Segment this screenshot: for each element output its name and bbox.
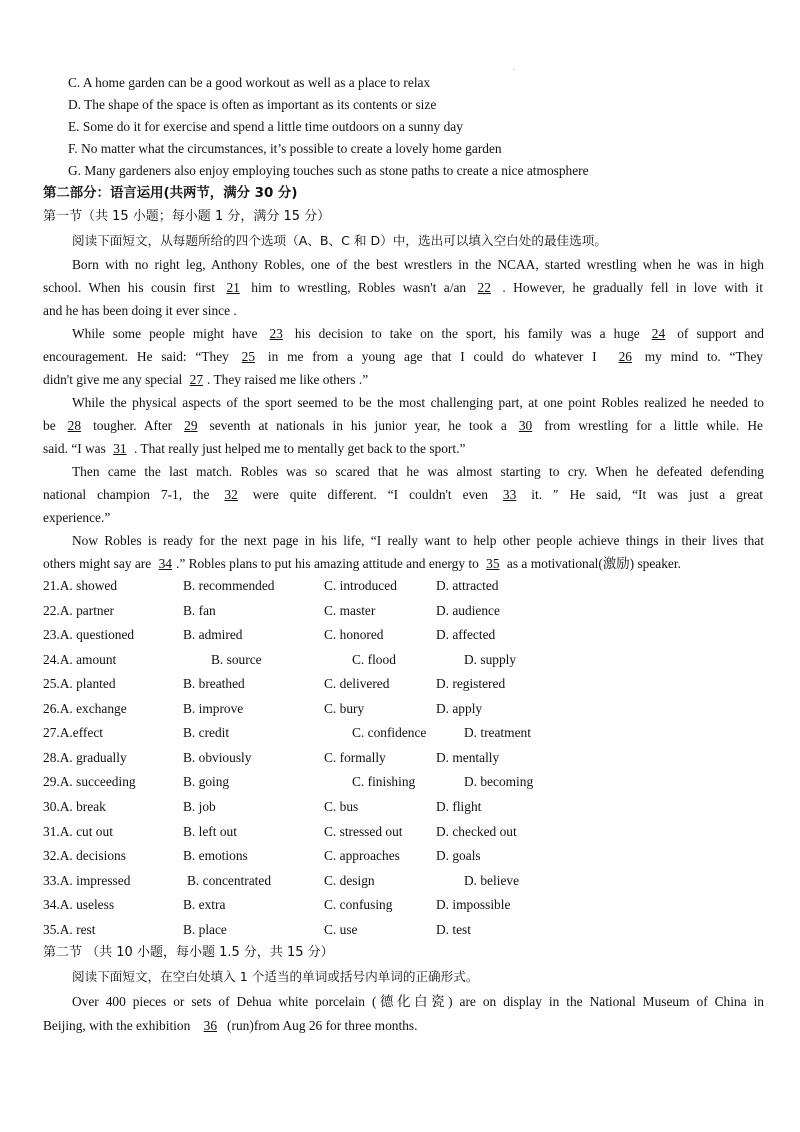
option-d: D. mentally (436, 749, 500, 765)
question-row (43, 577, 763, 595)
section2-title: 第二节 （共 10 小题，每小题 1.5 分，共 15 分） (43, 945, 334, 960)
option-a: 21.A. showed (43, 578, 118, 593)
option-d: D. flight (436, 798, 482, 814)
option-a: 27.A.effect (43, 725, 103, 741)
passage-line: experience.” (43, 510, 111, 525)
option-d: D. treatment (464, 725, 531, 741)
question-row (43, 896, 763, 914)
option-c: C. design (324, 872, 375, 888)
option-b: B. credit (183, 725, 230, 741)
blank-26: 26 (618, 349, 632, 364)
question-row (43, 749, 763, 767)
passage-line: encouragement. He said: “They 25 in me from a young age that I could do whatever I 26 my mind to. “They (43, 349, 763, 364)
passage-line: school. When his cousin first 21 him to wrestling, Robles wasn't a/an 22 . However, he gradually fell in love with it (43, 280, 763, 295)
option-a: 32.A. decisions (43, 848, 126, 864)
blank-22: 22 (477, 280, 491, 295)
question-row (43, 724, 763, 742)
passage-line: While the physical aspects of the sport seemed to be the most challenging part, at one point Robles realized he needed to (72, 395, 764, 410)
option-c: C. confusing (324, 897, 393, 913)
passage-line: Then came the last match. Robles was so scared that he was almost starting to cry. When he defeated defending (72, 464, 764, 479)
question-row (43, 700, 763, 718)
blank-23: 23 (269, 326, 283, 341)
question-row (43, 823, 763, 841)
blank-34: 34 (158, 556, 172, 571)
option-b: B. improve (183, 700, 244, 716)
passage-line: While some people might have 23 his decision to take on the sport, his family was a huge 24 of support and (72, 326, 764, 341)
option-b: B. admired (183, 627, 243, 643)
option-b: B. extra (183, 897, 226, 913)
option-d: D. believe (464, 872, 520, 888)
option-c: C. confidence (352, 725, 427, 741)
option-c: C. bury (324, 700, 365, 716)
option-b: B. fan (183, 602, 216, 618)
option-a: 29.A. succeeding (43, 774, 136, 790)
option-a: 26.A. exchange (43, 700, 127, 716)
option-d: D. apply (436, 700, 483, 716)
option-d: D. checked out (436, 823, 517, 839)
option-a: 22.A. partner (43, 602, 115, 618)
blank-33: 33 (502, 487, 517, 502)
passage-line: said. “I was 31 . That really just helped me to mentally get back to the sport.” (43, 441, 466, 456)
option-d: D. becoming (464, 774, 534, 790)
blank-36: 36 (203, 1018, 218, 1033)
option-c: C. A home garden can be a good workout as well as a place to relax (68, 75, 431, 90)
option-a: 35.A. rest (43, 921, 96, 937)
question-row (43, 626, 763, 644)
option-b: B. job (183, 798, 216, 814)
option-c: C. approaches (324, 848, 400, 864)
passage-line: national champion 7-1, the 32 were quite different. “I couldn't even 33 it. ″ He said, “It was just a great (43, 487, 763, 502)
option-e: E. Some do it for exercise and spend a little time outdoors on a sunny day (68, 119, 463, 134)
option-b: B. obviously (183, 749, 252, 765)
passage-line: Beijing, with the exhibition 36 (run)from Aug 26 for three months. (43, 1018, 418, 1033)
passage-line: Born with no right leg, Anthony Robles, one of the best wrestlers in the NCAA, started wrestling when he was in high (72, 257, 764, 272)
option-d: D. attracted (436, 578, 499, 593)
option-c: C. formally (324, 749, 386, 765)
option-b: B. source (211, 651, 262, 667)
option-a: 28.A. gradually (43, 749, 127, 765)
question-row (43, 847, 763, 865)
blank-27: 27 (189, 372, 204, 387)
option-d: D. The shape of the space is often as important as its contents or size (68, 97, 437, 112)
option-a: 30.A. break (43, 798, 106, 814)
option-b: B. emotions (183, 848, 248, 864)
option-f: F. No matter what the circumstances, it’s possible to create a lovely home garden (68, 141, 502, 156)
blank-31: 31 (113, 441, 127, 456)
blank-29: 29 (184, 418, 198, 433)
option-a: 34.A. useless (43, 897, 115, 913)
option-a: 23.A. questioned (43, 627, 135, 643)
option-d: D. test (436, 921, 471, 937)
question-row (43, 872, 763, 890)
passage-line: and he has been doing it ever since . (43, 303, 237, 318)
blank-35: 35 (486, 556, 500, 571)
blank-24: 24 (651, 326, 666, 341)
option-c: C. use (324, 921, 358, 937)
option-a: 25.A. planted (43, 676, 116, 692)
option-c: C. stressed out (324, 823, 403, 839)
question-row (43, 921, 763, 939)
part2-title: 第二部分：语言运用(共两节，满分 30 分) (43, 186, 298, 201)
option-d: D. supply (464, 651, 517, 667)
option-a: 33.A. impressed (43, 872, 131, 888)
option-c: C. master (324, 602, 376, 618)
section1-title: 第一节（共 15 小题；每小题 1 分，满分 15 分） (43, 209, 331, 224)
blank-25: 25 (241, 349, 256, 364)
question-row (43, 798, 763, 816)
option-b: B. left out (183, 823, 237, 839)
section2-instruction: 阅读下面短文，在空白处填入 1 个适当的单词或括号内单词的正确形式。 (72, 969, 479, 984)
question-row (43, 602, 763, 620)
question-row (43, 651, 763, 669)
option-c: C. honored (324, 627, 384, 643)
passage-line: Over 400 pieces or sets of Dehua white porcelain (德化白瓷) are on display in the National Museum of China in (72, 994, 764, 1009)
option-b: B. recommended (183, 578, 275, 593)
passage-line: others might say are 34 .” Robles plans to put his amazing attitude and energy to 35 as a motivational(激励) speaker. (43, 556, 681, 571)
scan-speck: . (513, 62, 516, 72)
blank-21: 21 (226, 280, 240, 295)
option-d: D. goals (436, 848, 481, 864)
section1-instruction: 阅读下面短文，从每题所给的四个选项（A、B、C 和 D）中，选出可以填入空白处的最佳选项。 (72, 233, 607, 248)
option-c: C. bus (324, 798, 359, 814)
option-g: G. Many gardeners also enjoy employing touches such as stone paths to create a nice atmosphere (68, 163, 589, 178)
blank-32: 32 (224, 487, 238, 502)
option-d: D. audience (436, 602, 500, 618)
passage-line: be 28 tougher. After 29 seventh at nationals in his junior year, he took a 30 from wrestling for a little while. He (43, 418, 763, 433)
passage-line: didn't give me any special 27 . They raised me like others .” (43, 372, 369, 387)
option-a: 24.A. amount (43, 651, 117, 667)
option-c: C. flood (352, 651, 396, 667)
option-b: B. place (183, 921, 227, 937)
question-row (43, 675, 763, 693)
question-row (43, 773, 763, 791)
option-b: B. breathed (183, 676, 245, 692)
option-d: D. registered (436, 676, 506, 692)
option-a: 31.A. cut out (43, 823, 113, 839)
passage-line: Now Robles is ready for the next page in his life, “I really want to help other people achieve things in their lives that (72, 533, 764, 548)
option-c: C. introduced (324, 578, 397, 593)
blank-30: 30 (518, 418, 533, 433)
option-c: C. finishing (352, 774, 416, 790)
option-d: D. impossible (436, 897, 511, 913)
option-c: C. delivered (324, 676, 390, 692)
option-b: B. concentrated (187, 872, 272, 888)
option-d: D. affected (436, 627, 496, 643)
option-b: B. going (183, 774, 230, 790)
blank-28: 28 (67, 418, 82, 433)
